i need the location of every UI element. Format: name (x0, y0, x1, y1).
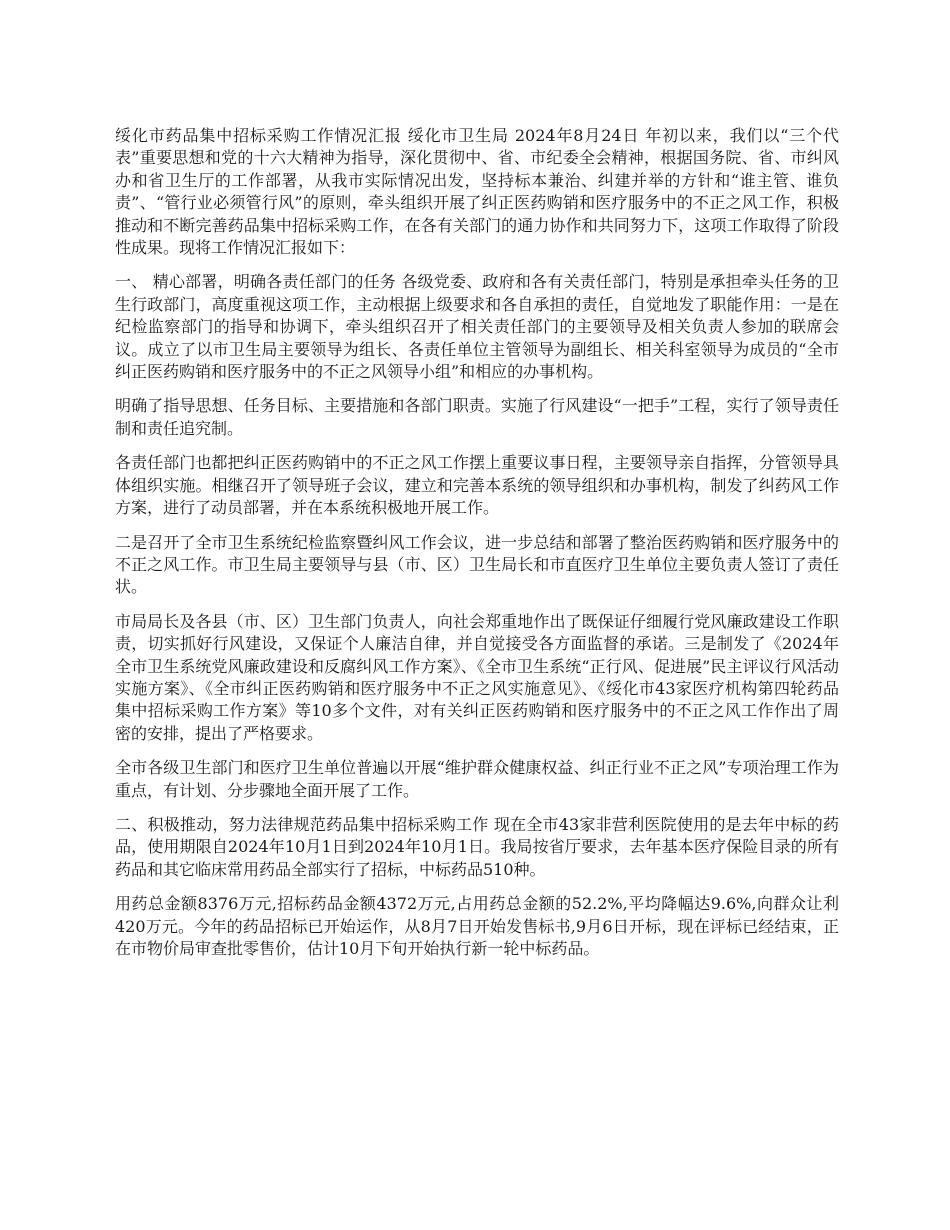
paragraph-section-one: 一、 精心部署，明确各责任部门的任务 各级党委、政府和各有关责任部门，特别是承担牵头任务的卫生行政部门，高度重视这项工作，主动根据上级要求和各自承担的责任，自觉地发了职能作用：一是在纪检监察部门的指导和协调下，牵头组织召开了相关责任部门的主要领导及相关负责人参加的联席会议。成立了以市卫生局主要领导为组长、各责任单位主管领导为副组长、相关科室领导为成员的“全市纠正医药购销和医疗服务中的不正之风领导小组”和相应的办事机构。 (115, 272, 839, 382)
paragraph-special-governance: 全市各级卫生部门和医疗卫生单位普遍以开展“维护群众健康权益、纠正行业不正之风”专项治理工作为重点，有计划、分步骤地全面开展了工作。 (115, 758, 839, 800)
paragraph-guiding-ideas: 明确了指导思想、任务目标、主要措施和各部门职责。实施了行风建设“一把手”工程，实行了领导责任制和责任追究制。 (115, 396, 839, 438)
document-body (115, 125, 839, 972)
paragraph-conference: 二是召开了全市卫生系统纪检监察暨纠风工作会议，进一步总结和部署了整治医药购销和医疗服务中的不正之风工作。市卫生局主要领导与县（市、区）卫生局长和市直医疗卫生单位主要负责人签订了责任状。 (115, 532, 839, 597)
paragraph-intro: 绥化市药品集中招标采购工作情况汇报 绥化市卫生局 2024年8月24日 年初以来，我们以“三个代表”重要思想和党的十六大精神为指导，深化贯彻中、省、市纪委全会精神，根据国务院、省、市纠风办和省卫生厅的工作部署，从我市实际情况出发，坚持标本兼治、纠建并举的方针和“谁主管、谁负责”、“管行业必须管行风”的原则，牵头组织开展了纠正医药购销和医疗服务中的不正之风工作，积极推动和不断完善药品集中招标采购工作，在各有关部门的通力协作和共同努力下，这项工作取得了阶段性成果。现将工作情况汇报如下： (115, 126, 839, 258)
paragraph-responsible-departments: 各责任部门也都把纠正医药购销中的不正之风工作摆上重要议事日程，主要领导亲自指挥，分管领导具体组织实施。相继召开了领导班子会议，建立和完善本系统的领导组织和办事机构，制发了纠药风工作方案，进行了动员部署，并在本系统积极地开展工作。 (115, 453, 839, 518)
paragraph-drug-amounts: 用药总金额8376万元,招标药品金额4372万元,占用药总金额的52.2%,平均降幅达9.6%,向群众让利420万元。今年的药品招标已开始运作，从8月7日开始发售标书,9月6日开标，现在评标已经结束，正在市物价局审查批零售价，估计10月下旬开始执行新一轮中标药品。 (115, 894, 839, 958)
paragraph-commitments: 市局局长及各县（市、区）卫生部门负责人，向社会郑重地作出了既保证仔细履行党风廉政建设工作职责，切实抓好行风建设，又保证个人廉洁自律，并自觉接受各方面监督的承诺。三是制发了《2024年全市卫生系统党风廉政建设和反腐纠风工作方案》、《全市卫生系统“正行风、促进展”民主评议行风活动实施方案》、《全市纠正医药购销和医疗服务中不正之风实施意见》、《绥化市43家医疗机构第四轮药品集中招标采购工作方案》等10多个文件，对有关纠正医药购销和医疗服务中的不正之风工作作出了周密的安排，提出了严格要求。 (115, 611, 839, 743)
paragraph-section-two: 二、积极推动，努力法律规范药品集中招标采购工作 现在全市43家非营利医院使用的是去年中标的药品，使用期限自2024年10月1日到2024年10月1日。我局按省厅要求，去年基本医疗保险目录的所有药品和其它临床常用药品全部实行了招标，中标药品510种。 (115, 814, 839, 879)
